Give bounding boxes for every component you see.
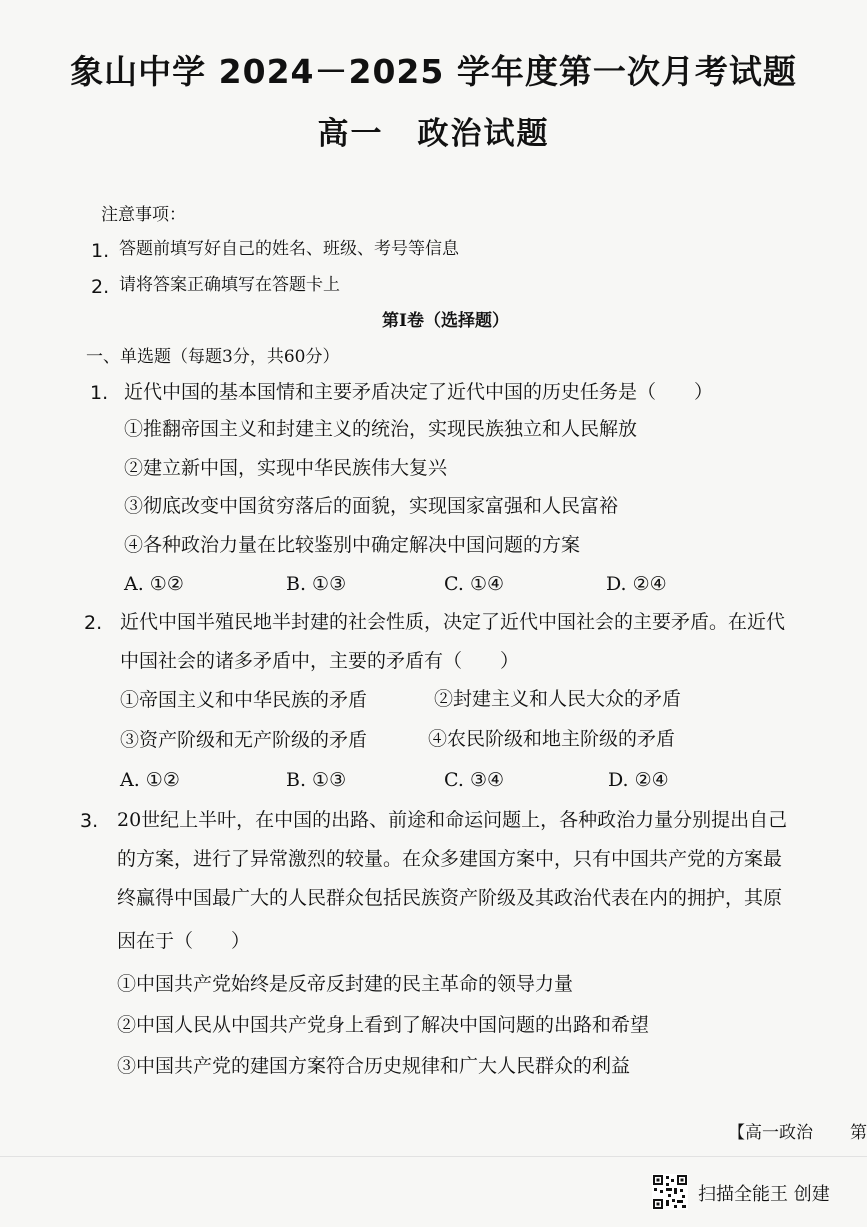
notice-item: 答题前填写好自己的姓名、班级、考号等信息 <box>119 239 459 259</box>
question-stem: 的方案，进行了异常激烈的较量。在众多建国方案中，只有中国共产党的方案最 <box>117 848 783 870</box>
question-stem: 近代中国半殖民地半封建的社会性质，决定了近代中国社会的主要矛盾。在近代 <box>120 611 786 633</box>
grade-label: 高一 <box>317 116 384 152</box>
question-number: 3. <box>80 810 99 832</box>
option-a[interactable]: A. ①② <box>124 573 184 595</box>
question-stem: 中国社会的诸多矛盾中，主要的矛盾有（ ） <box>120 650 520 672</box>
option-c[interactable]: C. ①④ <box>444 573 505 595</box>
question-stem: 终赢得中国最广大的人民群众包括民族资产阶级及其政治代表在内的拥护，其原 <box>117 887 783 909</box>
statement: ①中国共产党始终是反帝反封建的民主革命的领导力量 <box>117 973 574 995</box>
volume-title: 第I卷（选择题） <box>382 311 509 331</box>
statement: ②建立新中国，实现中华民族伟大复兴 <box>124 457 448 479</box>
exam-title: 象山中学 2024－2025 学年度第一次月考试题 <box>70 52 797 91</box>
question-number: 1. <box>90 382 109 404</box>
qr-code-icon <box>652 1174 688 1210</box>
option-c[interactable]: C. ③④ <box>444 769 505 791</box>
page-footer-cut-text: 第 <box>850 1123 867 1143</box>
option-d[interactable]: D. ②④ <box>606 573 667 595</box>
notice-item-number: 1. <box>91 240 110 262</box>
question-stem: 20世纪上半叶，在中国的出路、前途和命运问题上，各种政治力量分别提出自己 <box>117 809 788 831</box>
notice-heading: 注意事项： <box>101 205 186 225</box>
statement: ②封建主义和人民大众的矛盾 <box>434 688 682 710</box>
question-number: 2. <box>84 612 103 634</box>
statement: ④农民阶级和地主阶级的矛盾 <box>428 728 676 750</box>
statement: ②中国人民从中国共产党身上看到了解决中国问题的出路和希望 <box>117 1014 650 1036</box>
option-b[interactable]: B. ①③ <box>286 573 347 595</box>
statement: ④各种政治力量在比较鉴别中确定解决中国问题的方案 <box>124 534 581 556</box>
statement: ①推翻帝国主义和封建主义的统治，实现民族独立和人民解放 <box>124 418 638 440</box>
page-divider <box>0 1156 867 1157</box>
page-footer-tag: 【高一政治 <box>728 1123 813 1143</box>
statement: ③彻底改变中国贫穷落后的面貌，实现国家富强和人民富裕 <box>124 495 619 517</box>
notice-item: 请将答案正确填写在答题卡上 <box>119 275 340 295</box>
statement: ③中国共产党的建国方案符合历史规律和广大人民群众的利益 <box>117 1055 631 1077</box>
statement: ③资产阶级和无产阶级的矛盾 <box>120 729 368 751</box>
question-stem: 因在于（ ） <box>117 930 251 952</box>
scanner-watermark: 扫描全能王 创建 <box>698 1184 830 1205</box>
section-title: 一、单选题（每题3分，共60分） <box>86 347 340 367</box>
notice-item-number: 2. <box>91 276 110 298</box>
statement: ①帝国主义和中华民族的矛盾 <box>120 689 368 711</box>
option-a[interactable]: A. ①② <box>120 769 180 791</box>
subject-label: 政治试题 <box>417 116 550 152</box>
option-b[interactable]: B. ①③ <box>286 769 347 791</box>
option-d[interactable]: D. ②④ <box>608 769 669 791</box>
exam-subtitle <box>0 108 867 153</box>
question-stem: 近代中国的基本国情和主要矛盾决定了近代中国的历史任务是（ ） <box>124 381 714 403</box>
